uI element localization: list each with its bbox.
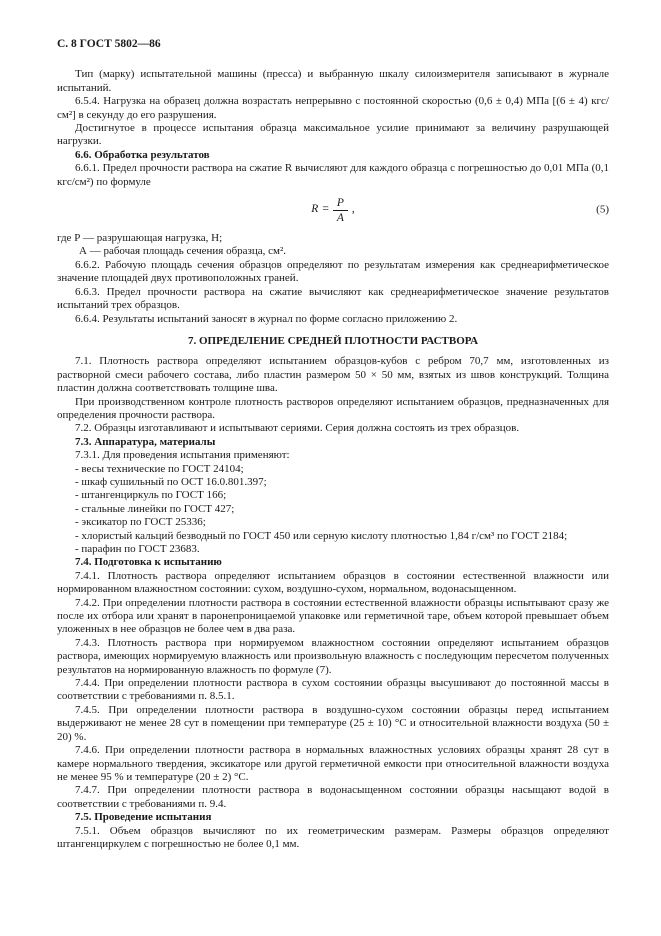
- formula-lhs: R: [311, 203, 319, 216]
- paragraph: где Р — разрушающая нагрузка, Н;: [57, 232, 223, 245]
- list-item: - хлористый кальций безводный по ГОСТ 450 или серную кислоту плотностью 1,84 г/см³ по ГОСТ 2184;: [75, 529, 568, 542]
- section-heading: 7. ОПРЕДЕЛЕНИЕ СРЕДНЕЙ ПЛОТНОСТИ РАСТВОРА: [187, 334, 479, 347]
- formula-number: (5): [596, 203, 609, 216]
- document-content: [57, 68, 609, 851]
- subsection-heading: 7.3. Аппаратура, материалы: [75, 435, 216, 448]
- page-header: С. 8 ГОСТ 5802—86: [57, 38, 161, 50]
- paragraph: 6.6.1. Предел прочности раствора на сжатие R вычисляют для каждого образца с погрешностью до 0,01 МПа (0,1 кгс/см²) по формуле: [57, 162, 609, 188]
- paragraph: 7.3.1. Для проведения испытания применяют:: [75, 449, 290, 462]
- paragraph: 7.4.7. При определении плотности раствора в водонасыщенном состоянии образцы насыщают водой в соответствии с требованиями п. 9.4.: [57, 784, 609, 810]
- formula-numerator: P: [336, 196, 344, 209]
- subsection-heading: 6.6. Обработка результатов: [75, 148, 210, 161]
- formula: [57, 195, 609, 225]
- formula-body: [311, 197, 354, 224]
- formula-fraction: [333, 197, 348, 224]
- paragraph: 6.5.4. Нагрузка на образец должна возрастать непрерывно с постоянной скоростью (0,6 ± 0,4) МПа [(6 ± 4) кгс/см²] в секунду до его разрушения.: [57, 95, 609, 121]
- paragraph: Тип (марку) испытательной машины (пресса) и выбранную шкалу силоизмерителя записывают в журнале испытаний.: [57, 68, 609, 94]
- paragraph: 6.6.2. Рабочую площадь сечения образцов определяют по результатам измерения как среднеарифметическое значение площадей двух противоположных граней.: [57, 258, 609, 285]
- paragraph: 6.6.3. Предел прочности раствора на сжатие вычисляют как среднеарифметическое значение результатов испытаний трех образцов.: [57, 285, 609, 312]
- list-item: - весы технические по ГОСТ 24104;: [75, 462, 244, 475]
- paragraph: 7.4.1. Плотность раствора определяют испытанием образцов в состоянии естественной влажности или нормированном влажностном состоянии: сухом, воздушно-сухом, нормальном, водонасыщенном.: [57, 569, 609, 596]
- paragraph: 7.4.3. Плотность раствора при нормируемом влажностном состоянии определяют испытанием образцов раствора, имеющих нормируемую влажность или произвольную влажность с последующим пересчетом полученных результатов на нормированную влажность по формуле (7).: [57, 636, 609, 676]
- section-before-formula: [57, 68, 609, 189]
- paragraph: 7.5.1. Объем образцов вычисляют по их геометрическим размерам. Размеры образцов определяют штангенциркулем с погрешностью не более 0,1 мм.: [57, 824, 609, 850]
- paragraph: 7.1. Плотность раствора определяют испытанием образцов-кубов с ребром 70,7 мм, изготовленных из растворной смеси рабочего состава, либо пластин размером 50 × 50 мм, взятых из швов конструкций. Толщина пластин должна соответствовать толщине шва.: [57, 355, 609, 395]
- list-item: - штангенциркуль по ГОСТ 166;: [75, 489, 227, 502]
- paragraph: А — рабочая площадь сечения образца, см².: [79, 245, 287, 258]
- formula-comma: ,: [351, 203, 355, 216]
- paragraph: 7.4.4. При определении плотности раствора в сухом состоянии образцы высушивают до постоянной массы в соответствии с требованиями п. 8.5.1.: [57, 677, 609, 703]
- section-after-formula: [57, 232, 609, 851]
- subsection-heading: 7.4. Подготовка к испытанию: [75, 556, 222, 569]
- list-item: - эксикатор по ГОСТ 25336;: [75, 516, 206, 529]
- list-item: - шкаф сушильный по ОСТ 16.0.801.397;: [75, 475, 267, 488]
- paragraph: 7.2. Образцы изготавливают и испытывают сериями. Серия должна состоять из трех образцов.: [75, 422, 520, 435]
- subsection-heading: 7.5. Проведение испытания: [75, 811, 212, 824]
- paragraph: 7.4.2. При определении плотности раствора в состоянии естественной влажности образцы испытывают сразу же после их отбора или хранят в паронепроницаемой упаковке или герметичной таре, объем которой превышает объем уложенных в нее образцов не более чем в два раза.: [57, 596, 609, 636]
- list-item: - парафин по ГОСТ 23683.: [75, 543, 200, 555]
- formula-equals: =: [322, 203, 329, 216]
- paragraph: 6.6.4. Результаты испытаний заносят в журнал по форме согласно приложению 2.: [75, 312, 458, 325]
- formula-denominator: A: [336, 211, 344, 224]
- paragraph: Достигнутое в процессе испытания образца максимальное усилие принимают за величину разрушающей нагрузки.: [57, 122, 609, 148]
- list-item: - стальные линейки по ГОСТ 427;: [75, 502, 235, 515]
- paragraph: 7.4.5. При определении плотности раствора в воздушно-сухом состоянии образцы перед испытанием выдерживают не менее 28 сут в помещении при температуре (25 ± 10) °С и относительной влажности воздуха (50 ± 20) %.: [57, 703, 609, 743]
- paragraph: При производственном контроле плотность растворов определяют испытанием образцов, предназначенных для определения прочности раствора.: [57, 395, 609, 421]
- paragraph: 7.4.6. При определении плотности раствора в нормальных влажностных условиях образцы хранят 28 сут в камере нормального твердения, эксикаторе или другой герметичной емкости при относительной влажности воздуха не менее 95 % и температуре (20 ± 2) °С.: [57, 744, 609, 783]
